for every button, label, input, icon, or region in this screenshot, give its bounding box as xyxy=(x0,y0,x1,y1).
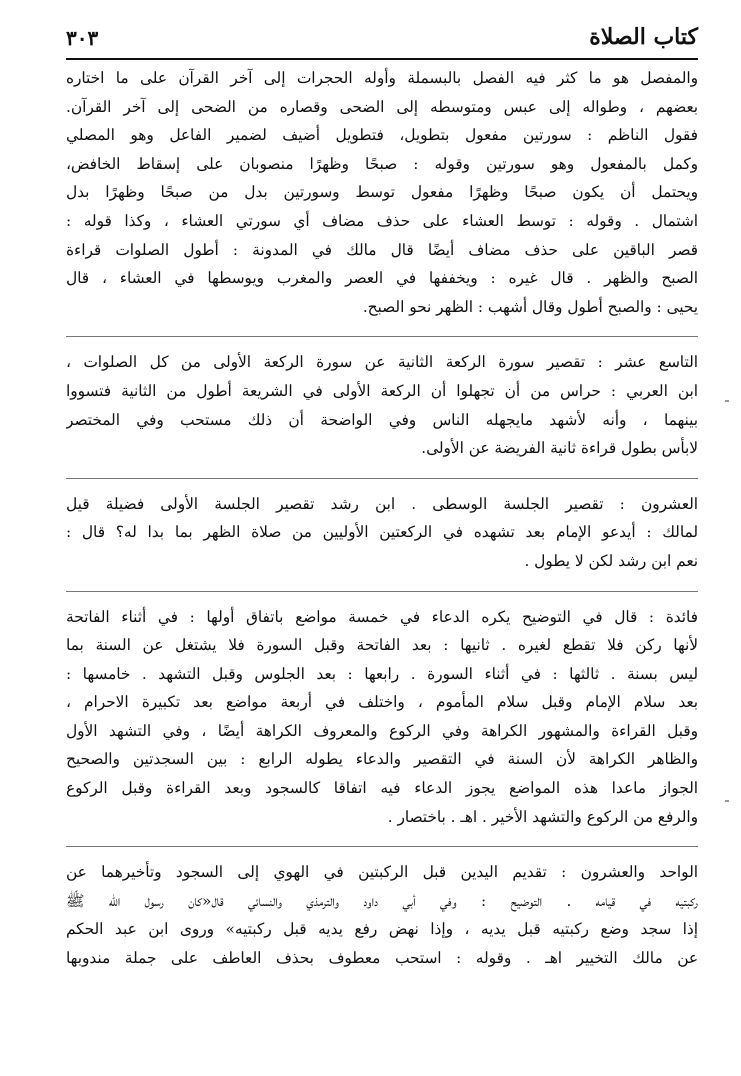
text-line: قصر الباقين على حذف مضاف أيضًا قال مالك في المدونة : أطول الصلوات قراءة xyxy=(66,240,698,259)
paragraph-nineteenth xyxy=(66,336,698,462)
margin-mark xyxy=(725,800,729,802)
text-line: بعد سلام الإمام وقبل سلام المأموم ، واختلف في أربعة مواضع بعد تكبيرة الاحرام ، xyxy=(66,693,698,712)
text-line: ركبتيه في قيامه . التوضيح : وفي أبي داود والترمذي والنسائي قال«كان رسول الله ﷺ xyxy=(66,891,698,910)
paragraph-benefit xyxy=(66,591,698,832)
text-line: ابن العربي : حراس من أن تجهلوا أن الركعة الأولى في الشريعة أطول من الثانية فتسووا xyxy=(66,381,698,400)
text-line: فائدة : قال في التوضيح يكره الدعاء في خمسة مواضع باتفاق أولها : في أثناء الفاتحة xyxy=(66,607,698,626)
text-line: إذا سجد وضع ركبتيه قبل يديه ، وإذا نهض رفع يديه قبل ركبتيه» وروى ابن عبد الحكم xyxy=(66,920,698,939)
text-line: وكمل بالمفعول وهو سورتين وقوله : صبحًا وظهرًا منصوبان على إسقاط الخافض، xyxy=(66,154,698,173)
page-body xyxy=(66,64,698,1064)
text-line: الصبح والظهر . قال غيره : ويخففها في العصر والمغرب ويوسطها في العشاء ، قال xyxy=(66,269,698,288)
text-line: عن مالك التخيير اهـ . وقوله : استحب معطوف بحذف العاطف على جملة مندوبها xyxy=(66,949,698,968)
paragraph-mufassal xyxy=(66,64,698,321)
page-header xyxy=(66,22,698,60)
text-line: فقول الناظم : سورتين مفعول بتطويل، فتطويل أضيف لضمير الفاعل وهو المصلي xyxy=(66,126,698,145)
chapter-title: كتاب الصلاة xyxy=(589,24,698,50)
page-number: ٣٠٣ xyxy=(66,26,99,50)
text-line: بينهما ، وأنه لأشهد مايجهله الناس وفي الواضحة أن ذلك مستحب وفي المختصر xyxy=(66,410,698,429)
text-line: لمالك : أيدعو الإمام بعد تشهده في الركعتين الأوليين من صلاة الظهر بما بدا له؟ قال : xyxy=(66,523,698,542)
text-line: التاسع عشر : تقصير سورة الركعة الثانية عن سورة الركعة الأولى من كل الصلوات ، xyxy=(66,353,698,372)
text-line: لابأس بطول قراءة ثانية الفريضة عن الأولى. xyxy=(421,439,698,458)
text-line: والرفع من الركوع والتشهد الأخير . اهـ . باختصار . xyxy=(387,807,698,826)
text-line: والمفصل هو ما كثر فيه الفصل بالبسملة وأوله الحجرات إلى آخر القرآن على ما اختاره xyxy=(66,69,698,87)
text-line: بعضهم ، وطواله إلى عبس ومتوسطه إلى الضحى وقصاره من الضحى إلى آخر القرآن. xyxy=(66,97,698,116)
margin-mark xyxy=(725,400,729,402)
text-line: لأنها ركن فلا تقطع لغيره . ثانيها : بعد الفاتحة وقبل السورة فلا يشتغل عن السنة بما xyxy=(66,636,698,655)
text-line: يحيى : والصبح أطول وقال أشهب : الظهر نحو الصبح. xyxy=(362,297,698,316)
text-line: ويحتمل أن يكون صبحًا وظهرًا مفعول توسط وسورتين بدل من صبحًا وظهرًا بدل xyxy=(66,183,698,202)
paragraph-twenty-first xyxy=(66,846,698,972)
text-line: نعم ابن رشد لكن لا يطول . xyxy=(524,551,698,570)
text-line: وقبل القراءة والمشهور الكراهة وفي الركوع والمعروف الكراهة أيضًا ، وفي التشهد الأول xyxy=(66,721,698,740)
text-line: والظاهر الكراهة لأن السنة في التقصير والدعاء يطوله الرابع : بين السجدتين والصحيح xyxy=(66,750,698,769)
text-line: العشرون : تقصير الجلسة الوسطى . ابن رشد تقصير الجلسة الأولى فضيلة قيل xyxy=(66,494,698,513)
text-line: ليس بسنة . ثالثها : في أثناء السورة . رابعها : بعد الجلوس وقبل التشهد . خامسها : xyxy=(66,664,698,683)
text-line: الواحد والعشرون : تقديم اليدين قبل الركبتين في الهوي إلى السجود وتأخيرهما عن xyxy=(66,863,698,882)
paragraph-twentieth xyxy=(66,478,698,576)
text-line: اشتمال . وقوله : توسط العشاء على حذف مضاف أي سورتي العشاء ، وكذا قوله : xyxy=(66,211,698,230)
text-line: الجواز ماعدا هذه المواضع يجوز الدعاء فيه اتفاقا كالسجود وبعد القراءة وقبل الركوع xyxy=(66,779,698,798)
